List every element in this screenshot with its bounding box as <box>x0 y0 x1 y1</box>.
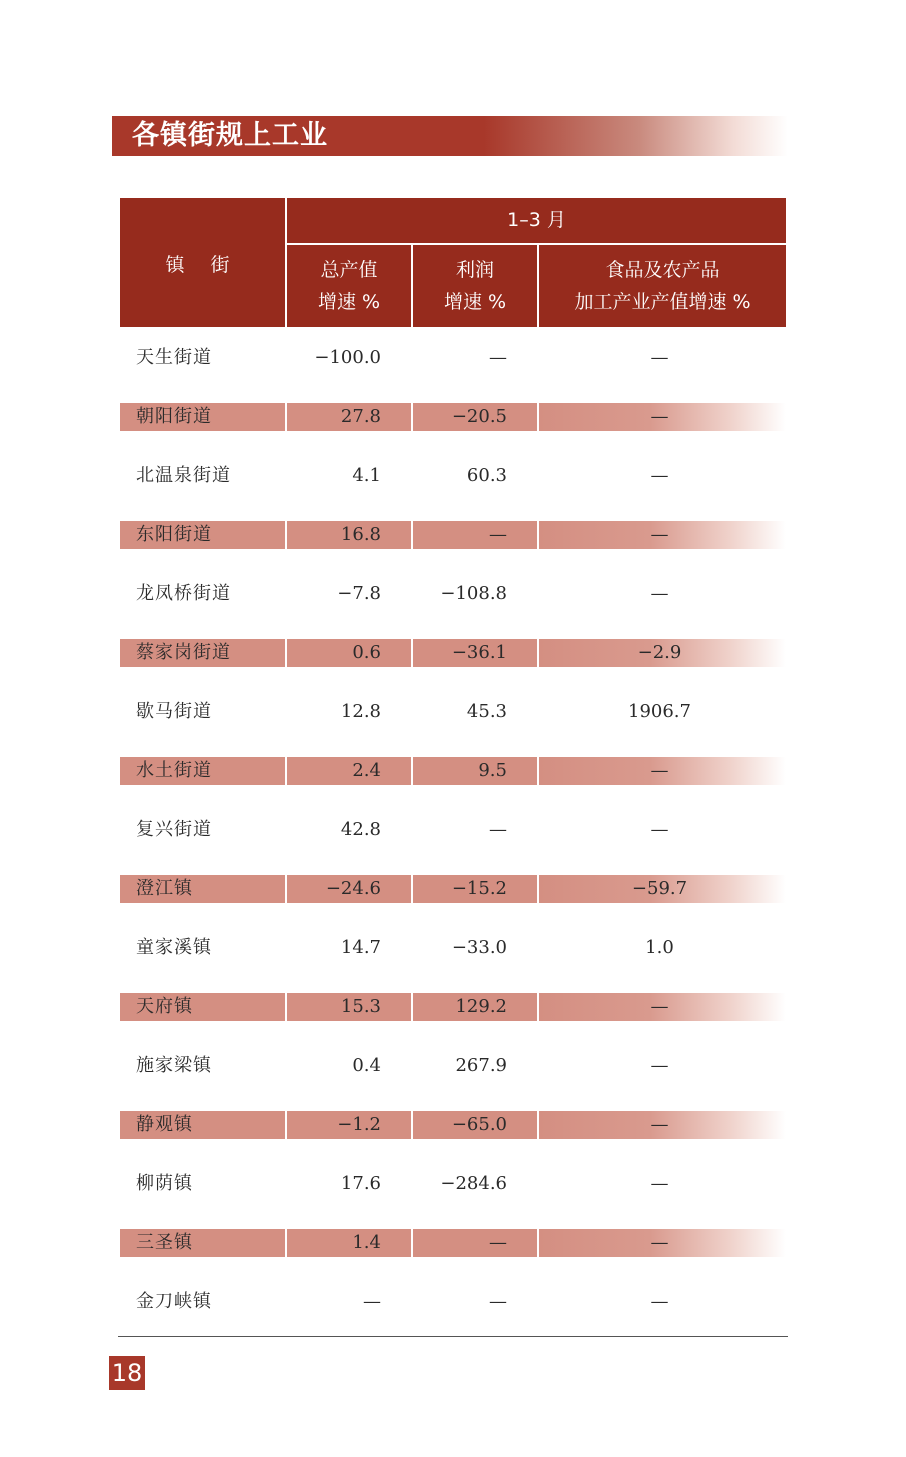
row-output-growth: 0.4 <box>352 1055 381 1076</box>
row-food-growth: — <box>650 1173 669 1194</box>
row-profit-growth: 60.3 <box>466 465 507 486</box>
header-profit-line1: 利润 <box>455 259 494 281</box>
row-profit-growth: 9.5 <box>478 760 507 781</box>
table-row <box>120 875 786 903</box>
row-town-name: 天府镇 <box>136 996 193 1017</box>
table-row <box>120 993 786 1021</box>
header-output-line1: 总产值 <box>320 259 378 281</box>
row-town-name: 朝阳街道 <box>136 406 212 427</box>
table-row <box>120 757 786 785</box>
row-food-growth: — <box>650 1114 669 1135</box>
row-town-name: 天生街道 <box>136 347 212 368</box>
row-town-name: 静观镇 <box>136 1114 193 1135</box>
header-output-growth <box>287 245 411 327</box>
row-profit-growth: 129.2 <box>455 996 507 1017</box>
row-town-name: 复兴街道 <box>136 819 212 840</box>
table-row <box>120 698 786 726</box>
row-output-growth: — <box>363 1291 381 1312</box>
header-food-line1: 食品及农产品 <box>605 259 720 281</box>
header-profit-line2: 增速 % <box>443 291 507 313</box>
row-output-growth: −1.2 <box>337 1114 381 1135</box>
row-town-name: 澄江镇 <box>136 878 193 899</box>
row-output-growth: −24.6 <box>325 878 381 899</box>
header-town <box>120 198 285 327</box>
page-number: 18 <box>109 1356 145 1390</box>
row-food-growth: 1906.7 <box>628 701 691 722</box>
row-output-growth: 12.8 <box>340 701 381 722</box>
row-profit-growth: −108.8 <box>440 583 507 604</box>
table-row <box>120 1052 786 1080</box>
row-food-growth: — <box>650 1291 669 1312</box>
table-row <box>120 1288 786 1316</box>
table-row <box>120 521 786 549</box>
row-output-growth: 42.8 <box>340 819 381 840</box>
table-row <box>120 580 786 608</box>
row-profit-growth: −36.1 <box>451 642 507 663</box>
section-title-bar <box>112 116 788 156</box>
header-town-label: 镇 街 <box>165 254 240 276</box>
row-town-name: 北温泉街道 <box>136 465 231 486</box>
row-output-growth: 16.8 <box>340 524 381 545</box>
row-town-name: 金刀峡镇 <box>136 1291 212 1312</box>
row-food-growth: — <box>650 996 669 1017</box>
row-profit-growth: −65.0 <box>451 1114 507 1135</box>
row-output-growth: 1.4 <box>352 1232 381 1253</box>
bottom-rule <box>118 1336 788 1337</box>
header-period: 1–3 月 <box>287 198 786 243</box>
row-output-growth: 2.4 <box>352 760 381 781</box>
row-output-growth: −7.8 <box>337 583 381 604</box>
row-food-growth: — <box>650 1232 669 1253</box>
row-profit-growth: — <box>489 1232 507 1253</box>
row-output-growth: −100.0 <box>314 347 381 368</box>
header-profit-growth <box>413 245 537 327</box>
row-profit-growth: −15.2 <box>451 878 507 899</box>
table-row <box>120 344 786 372</box>
table-row <box>120 816 786 844</box>
table-row <box>120 1170 786 1198</box>
row-town-name: 东阳街道 <box>136 524 212 545</box>
row-food-growth: — <box>650 583 669 604</box>
row-profit-growth: — <box>489 819 507 840</box>
row-profit-growth: 267.9 <box>455 1055 507 1076</box>
row-town-name: 龙凤桥街道 <box>136 583 231 604</box>
section-title: 各镇街规上工业 <box>132 120 328 151</box>
header-food-line2: 加工产业产值增速 % <box>574 291 751 313</box>
row-town-name: 歇马街道 <box>136 701 212 722</box>
row-profit-growth: — <box>489 524 507 545</box>
row-output-growth: 17.6 <box>340 1173 381 1194</box>
header-output-line2: 增速 % <box>317 291 381 313</box>
row-output-growth: 4.1 <box>352 465 381 486</box>
row-food-growth: — <box>650 465 669 486</box>
table-row <box>120 1111 786 1139</box>
row-town-name: 柳荫镇 <box>136 1173 193 1194</box>
header-food-growth <box>539 245 786 327</box>
row-profit-growth: −20.5 <box>451 406 507 427</box>
table-row <box>120 403 786 431</box>
row-food-growth: −59.7 <box>631 878 688 899</box>
row-food-growth: 1.0 <box>645 937 674 958</box>
table-row <box>120 462 786 490</box>
row-output-growth: 14.7 <box>340 937 381 958</box>
row-food-growth: — <box>650 819 669 840</box>
row-food-growth: — <box>650 406 669 427</box>
row-town-name: 水土街道 <box>136 760 212 781</box>
table-row <box>120 934 786 962</box>
row-output-growth: 0.6 <box>352 642 381 663</box>
row-profit-growth: 45.3 <box>466 701 507 722</box>
row-output-growth: 27.8 <box>340 406 381 427</box>
row-food-growth: — <box>650 524 669 545</box>
row-output-growth: 15.3 <box>340 996 381 1017</box>
row-food-growth: — <box>650 760 669 781</box>
row-profit-growth: −33.0 <box>451 937 507 958</box>
row-food-growth: −2.9 <box>637 642 682 663</box>
row-profit-growth: −284.6 <box>440 1173 507 1194</box>
row-food-growth: — <box>650 1055 669 1076</box>
row-food-growth: — <box>650 347 669 368</box>
table-row <box>120 1229 786 1257</box>
row-profit-growth: — <box>489 347 507 368</box>
row-town-name: 三圣镇 <box>136 1232 193 1253</box>
row-town-name: 童家溪镇 <box>136 937 212 958</box>
table-row <box>120 639 786 667</box>
row-town-name: 蔡家岗街道 <box>136 642 231 663</box>
row-town-name: 施家梁镇 <box>136 1055 212 1076</box>
row-profit-growth: — <box>489 1291 507 1312</box>
